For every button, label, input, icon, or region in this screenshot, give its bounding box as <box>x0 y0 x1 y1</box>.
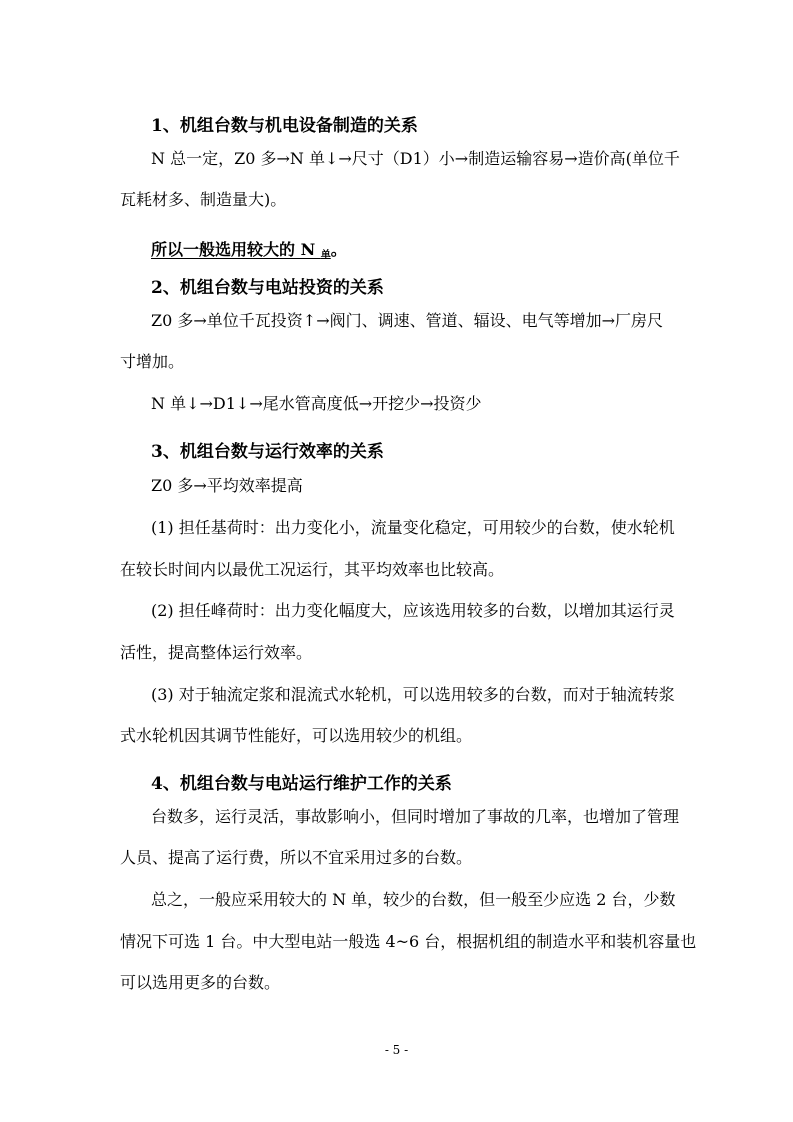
section-3-line-4: (2) 担任峰荷时：出力变化幅度大，应该选用较多的台数，以增加其运行灵 <box>151 601 675 620</box>
conclusion-subscript: 单 <box>320 250 331 261</box>
conclusion-period: 。 <box>330 240 347 259</box>
section-3-line-3: 在较长时间内以最优工况运行，其平均效率也比较高。 <box>120 560 505 579</box>
section-4-line-5: 可以选用更多的台数。 <box>120 973 281 992</box>
section-2-heading: 2、机组台数与电站投资的关系 <box>151 278 384 298</box>
section-1-heading: 1、机组台数与机电设备制造的关系 <box>151 116 418 136</box>
section-3-line-6: (3) 对于轴流定浆和混流式水轮机，可以选用较多的台数，而对于轴流转浆 <box>151 685 675 704</box>
section-1-conclusion <box>151 240 347 266</box>
section-1-line-2: 瓦耗材多、制造量大)。 <box>120 190 287 209</box>
page-number: - 5 - <box>384 1043 409 1057</box>
section-3-line-1: Z0 多→平均效率提高 <box>151 476 303 495</box>
section-4-line-2: 人员、提高了运行费，所以不宜采用过多的台数。 <box>120 848 473 867</box>
section-4-heading: 4、机组台数与电站运行维护工作的关系 <box>151 774 452 794</box>
section-4-line-1: 台数多，运行灵活，事故影响小，但同时增加了事故的几率，也增加了管理 <box>151 807 680 826</box>
conclusion-text <box>151 240 331 259</box>
section-2-line-1: Z0 多→单位千瓦投资↑→阀门、调速、管道、辐设、电气等增加→厂房尺 <box>151 311 664 330</box>
section-4-line-3: 总之，一般应采用较大的 N 单，较少的台数，但一般至少应选 2 台，少数 <box>151 890 676 909</box>
section-2-line-2: 寸增加。 <box>120 352 185 371</box>
section-3-line-7: 式水轮机因其调节性能好，可以选用较少的机组。 <box>120 726 473 745</box>
conclusion-main: 所以一般选用较大的 N <box>151 240 321 259</box>
section-1-line-1: N 总一定，Z0 多→N 单↓→尺寸（D1）小→制造运输容易→造价高(单位千 <box>151 149 680 168</box>
section-3-line-2: (1) 担任基荷时：出力变化小，流量变化稳定，可用较少的台数，使水轮机 <box>151 518 675 537</box>
section-2-line-3: N 单↓→D1↓→尾水管高度低→开挖少→投资少 <box>151 394 482 413</box>
section-4-line-4: 情况下可选 1 台。中大型电站一般选 4~6 台，根据机组的制造水平和装机容量也 <box>120 932 697 951</box>
section-3-heading: 3、机组台数与运行效率的关系 <box>151 442 384 462</box>
section-3-line-5: 活性，提高整体运行效率。 <box>120 643 313 662</box>
